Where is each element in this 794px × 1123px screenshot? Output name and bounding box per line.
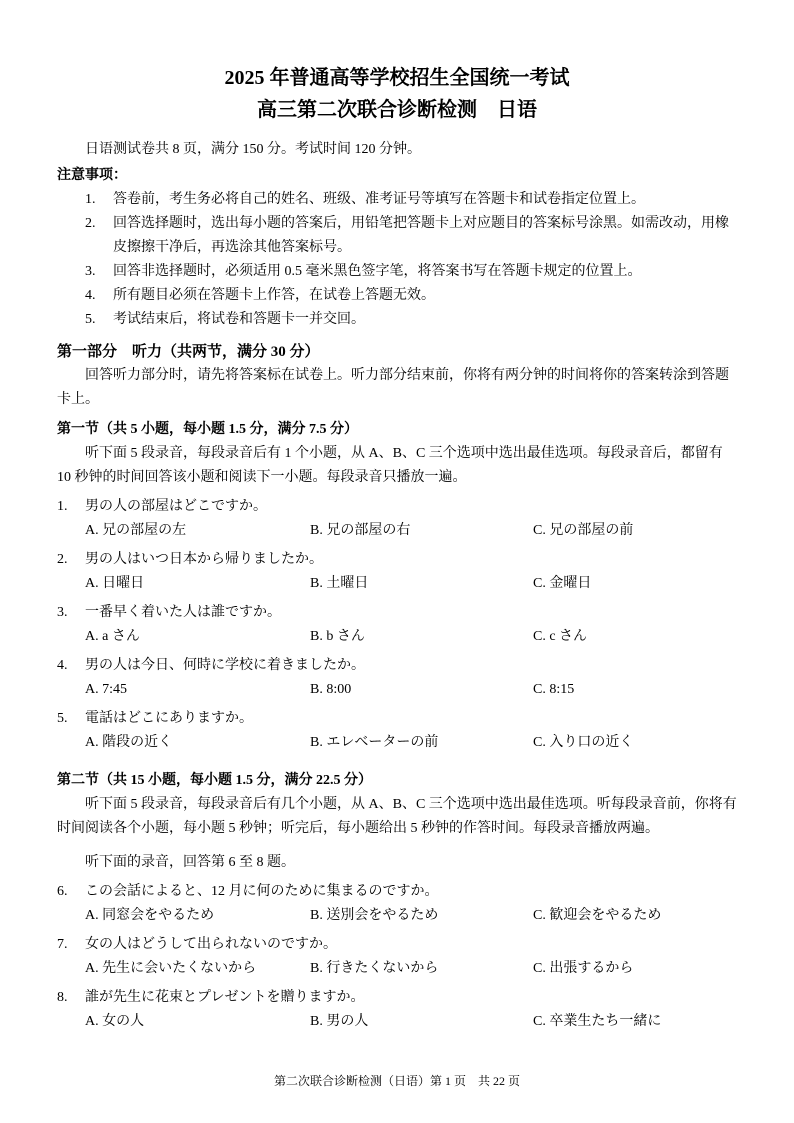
option-a: A. 7:45: [85, 682, 127, 697]
notice-text: 考试结束后，将试卷和答题卡一并交回。: [113, 312, 365, 327]
option-row: [57, 625, 737, 649]
notice-item: [57, 188, 737, 212]
option-c: C. 金曜日: [533, 576, 592, 591]
option-row: [57, 1010, 737, 1034]
option-c: C. c さん: [533, 629, 588, 644]
notice-number: 5.: [85, 312, 96, 327]
option-b: B. 8:00: [310, 682, 352, 697]
question-number: 1.: [57, 499, 68, 514]
question-line: [57, 601, 737, 625]
question-line: [57, 654, 737, 678]
notice-number: 1.: [85, 192, 96, 207]
option-b: B. 送別会をやるため: [310, 908, 439, 923]
question-number: 5.: [57, 711, 68, 726]
question-number: 4.: [57, 658, 68, 673]
option-c: C. 歓迎会をやるため: [533, 908, 662, 923]
question-item: [57, 986, 737, 1034]
option-b: B. 行きたくないから: [310, 961, 439, 976]
option-a: A. 階段の近く: [85, 735, 173, 750]
notice-text: 答卷前，考生务必将自己的姓名、班级、准考证号等填写在答题卡和试卷指定位置上。: [113, 192, 645, 207]
question-item: [57, 880, 737, 928]
notice-number: 2.: [85, 216, 96, 231]
option-row: [57, 678, 737, 702]
notice-text: 回答选择题时，选出每小题的答案后，用铅笔把答题卡上对应题目的答案标号涂黑。如需改动，用橡皮擦擦干净后，再选涂其他答案标号。: [113, 216, 729, 255]
option-b: B. b さん: [310, 629, 365, 644]
option-c: C. 入り口の近く: [533, 735, 634, 750]
option-b: B. 男の人: [310, 1014, 369, 1029]
section1-intro: 听下面 5 段录音，每段录音后有 1 个小题，从 A、B、C 三个选项中选出最佳选项。每段录音后，都留有 10 秒钟的时间回答该小题和阅读下一小题。每段录音只播放一遍。: [57, 446, 723, 485]
page-footer: 第二次联合诊断检测（日语）第 1 页 共 22 页: [273, 1074, 520, 1088]
question-line: [57, 986, 737, 1010]
question-number: 8.: [57, 990, 68, 1005]
option-c: C. 出張するから: [533, 961, 634, 976]
option-row: [57, 904, 737, 928]
question-number: 6.: [57, 884, 68, 899]
question-line: [57, 548, 737, 572]
question-line: [57, 495, 737, 519]
option-b: B. 兄の部屋の右: [310, 523, 411, 538]
question-text: 一番早く着いた人は誰ですか。: [85, 605, 281, 620]
option-row: [57, 572, 737, 596]
question-text: 女の人はどうして出られないのですか。: [85, 937, 337, 952]
notice-item: [57, 260, 737, 284]
question-item: [57, 495, 737, 543]
question-line: [57, 707, 737, 731]
question-text: 男の人はいつ日本から帰りましたか。: [85, 552, 323, 567]
question-item: [57, 601, 737, 649]
option-c: C. 8:15: [533, 682, 575, 697]
question-number: 3.: [57, 605, 68, 620]
option-a: A. 先生に会いたくないから: [85, 961, 257, 976]
part1-intro: 回答听力部分时，请先将答案标在试卷上。听力部分结束前，你将有两分钟的时间将你的答案转涂到答题卡上。: [57, 368, 729, 407]
question-line: [57, 933, 737, 957]
notice-list: [57, 188, 737, 332]
option-a: A. 同窓会をやるため: [85, 908, 215, 923]
section2-subheading: 听下面的录音，回答第 6 至 8 题。: [85, 855, 295, 870]
question-text: 電話はどこにありますか。: [85, 711, 253, 726]
question-item: [57, 707, 737, 755]
question-number: 2.: [57, 552, 68, 567]
question-text: 男の人の部屋はどこですか。: [85, 499, 267, 514]
option-b: B. 土曜日: [310, 576, 369, 591]
question-item: [57, 933, 737, 981]
question-text: この会話によると、12 月に何のために集まるのですか。: [85, 884, 439, 899]
option-b: B. エレベーターの前: [310, 735, 439, 750]
notice-text: 回答非选择题时，必须适用 0.5 毫米黑色签字笔，将答案书写在答题卡规定的位置上。: [113, 264, 642, 279]
option-a: A. 日曜日: [85, 576, 145, 591]
option-row: [57, 519, 737, 543]
exam-title-line1: 2025 年普通高等学校招生全国统一考试: [224, 67, 570, 89]
question-item: [57, 548, 737, 596]
option-a: A. a さん: [85, 629, 140, 644]
question-number: 7.: [57, 937, 68, 952]
option-a: A. 兄の部屋の左: [85, 523, 187, 538]
notice-item: [57, 212, 737, 260]
notice-item: [57, 308, 737, 332]
option-c: C. 兄の部屋の前: [533, 523, 634, 538]
section2-intro: 听下面 5 段录音，每段录音后有几个小题，从 A、B、C 三个选项中选出最佳选项。听每段录音前，你将有时间阅读各个小题，每小题 5 秒钟；听完后，每小题给出 5 秒钟的作答时间。每段录音播放两遍。: [57, 797, 737, 836]
question-text: 誰が先生に花束とプレゼントを贈りますか。: [85, 990, 365, 1005]
option-c: C. 卒業生たち一緒に: [533, 1014, 662, 1029]
exam-title-line2: 高三第二次联合诊断检测 日语: [257, 99, 537, 121]
option-row: [57, 957, 737, 981]
question-text: 男の人は今日、何時に学校に着きましたか。: [85, 658, 365, 673]
notice-number: 4.: [85, 288, 96, 303]
part1-heading: 第一部分 听力（共两节，满分 30 分）: [57, 344, 320, 360]
option-a: A. 女の人: [85, 1014, 145, 1029]
notice-text: 所有题目必须在答题卡上作答，在试卷上答题无效。: [113, 288, 435, 303]
section1-heading: 第一节（共 5 小题，每小题 1.5 分，满分 7.5 分）: [57, 422, 358, 437]
notice-item: [57, 284, 737, 308]
question-line: [57, 880, 737, 904]
question-item: [57, 654, 737, 702]
notice-heading: 注意事项：: [57, 168, 127, 183]
exam-intro: 日语测试卷共 8 页，满分 150 分。考试时间 120 分钟。: [85, 142, 421, 157]
section2-heading: 第二节（共 15 小题，每小题 1.5 分，满分 22.5 分）: [57, 773, 372, 788]
notice-number: 3.: [85, 264, 96, 279]
option-row: [57, 731, 737, 755]
